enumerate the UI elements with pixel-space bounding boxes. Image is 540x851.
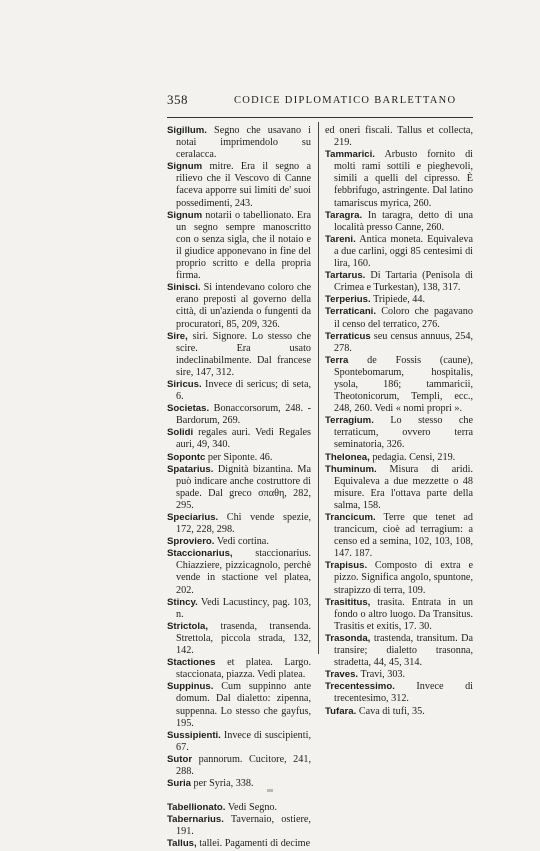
glossary-entry — [167, 681, 311, 729]
section-gap — [167, 790, 311, 802]
entry-definition: Composto di extra e pizzo. Significa angolo, spuntone, strapizzo di terra, 109. — [334, 560, 473, 596]
page-mark — [267, 789, 273, 792]
glossary-entry — [167, 802, 311, 814]
entry-definition: Tavernaio, ostiere, 191. — [176, 814, 311, 838]
entry-headword: Sutor — [167, 753, 193, 765]
entry-headword: Societas. — [167, 403, 210, 415]
entry-headword: Sire, — [167, 330, 188, 342]
entry-headword: Thuminum. — [325, 463, 377, 475]
glossary-entry — [325, 669, 473, 681]
glossary-entry — [167, 452, 311, 464]
entry-definition: siri. Signore. Lo stesso che scire. Era usato indeclinabilmente. Dal francese sire, 147, 312. — [176, 330, 311, 378]
glossary-entry — [325, 681, 473, 705]
entry-definition: Antica moneta. Equivaleva a due carlini, oggi 85 centesimi di lira, 160. — [334, 233, 474, 270]
glossary-entry — [325, 415, 473, 451]
glossary-entry — [325, 464, 473, 512]
entry-definition: regales auri. Vedi Regales auri, 49, 340. — [176, 427, 312, 451]
glossary-entry — [167, 838, 311, 850]
glossary-entry — [325, 633, 473, 669]
glossary-entry — [325, 560, 473, 596]
glossary-entry — [325, 149, 473, 209]
entry-definition: Tripiede, 44. — [373, 294, 426, 306]
entry-definition: Chi vende spezie, 172, 228, 298. — [176, 512, 312, 536]
entry-headword: Sproviero. — [167, 536, 215, 548]
glossary-entry — [167, 536, 311, 548]
glossary-entry — [167, 427, 311, 451]
glossary-entry — [167, 548, 311, 596]
glossary-entry — [325, 306, 473, 330]
entry-headword: Tammarici. — [325, 149, 375, 161]
entry-headword: Signum — [167, 161, 203, 173]
entry-headword: Trapisus. — [325, 560, 368, 572]
entry-definition: Coloro che pagavano il censo del terratico, 276. — [334, 306, 473, 330]
entry-headword: Suppinus. — [167, 681, 214, 693]
glossary-entry — [167, 512, 311, 536]
header-rule — [167, 117, 473, 118]
entry-definition: trastenda, transitum. Da transire; dialetto trasonna, stradetta, 44, 45, 314. — [334, 632, 473, 669]
entry-definition: Terre que tenet ad trancicum, cioè ad terragium: a censo ed a semina, 102, 103, 108, 147. 187. — [334, 512, 473, 560]
entry-headword: Terra — [325, 354, 349, 366]
entry-definition: Lo stesso che terraticum, ovvero terra seminatoria, 326. — [334, 415, 474, 451]
entry-definition: Vedi Lacustincy, pag. 103, n. — [176, 596, 311, 620]
entry-definition: Bonaccorsorum, 248. - Bardorum, 269. — [176, 403, 311, 427]
entry-headword: Trancicum. — [325, 512, 376, 523]
entry-headword: Sopontc — [167, 451, 206, 463]
entry-headword: Terraticani. — [325, 306, 377, 318]
entry-definition: trasenda, transenda. Strettola, piccola strada, 132, 142. — [176, 620, 311, 657]
glossary-entry — [167, 282, 311, 330]
glossary-entry — [325, 210, 473, 234]
entry-headword: Sinisci. — [167, 282, 201, 294]
page-number: 358 — [167, 92, 188, 107]
glossary-entry — [167, 464, 311, 512]
entry-definition: notarii o tabellionato. Era un segno sempre manoscritto con o senza sigla, che il notaio e il giudice apponevano in fine del proprio scritto e della propria firma. — [176, 209, 312, 282]
entry-headword: Staccionarius, — [167, 548, 233, 560]
glossary-entry — [325, 452, 473, 464]
entry-headword: Tufara. — [325, 705, 357, 717]
glossary-entry — [167, 778, 311, 790]
entry-definition: Invece di trecentesimo, 312. — [334, 681, 473, 705]
entry-definition: Si intendevano coloro che erano preposti al governo della città, di un'azienda o fungenti da procuratori, 85, 209, 326. — [176, 282, 312, 330]
entry-headword: Suria — [167, 778, 191, 790]
entry-definition: staccionarius. Chiazziere, pizzicagnolo, perchè vende in stactione vel platea, 202. — [176, 548, 311, 596]
entry-headword: Terraticus — [325, 330, 371, 342]
entry-headword: Terperius. — [325, 294, 371, 306]
entry-headword: Tartarus. — [325, 270, 366, 282]
entry-headword: Tareni. — [325, 233, 356, 245]
entry-headword: Stactiones — [167, 657, 216, 669]
left-column — [167, 125, 311, 851]
glossary-entry — [325, 512, 473, 560]
glossary-entry — [325, 331, 473, 355]
glossary-entry — [167, 754, 311, 778]
entry-definition: Invece di sericus; di seta, 6. — [176, 378, 312, 403]
entry-definition: Invece di suscipienti, 67. — [176, 729, 311, 753]
entry-headword: Sigillum. — [167, 125, 207, 136]
glossary-entry — [325, 706, 473, 718]
entry-definition: Misura di aridi. Equivaleva a due mezzette o 48 misure. Era l'ottava parte della salma, 158. — [334, 463, 473, 511]
entry-headword: Tabernarius. — [167, 814, 224, 826]
entry-definition: per Syria, 338. — [193, 778, 254, 790]
glossary-entry — [167, 379, 311, 403]
entry-definition: Travi, 303. — [360, 669, 406, 681]
entry-definition: Arbusto fornito di molti rami sottili e pieghevoli, simili a quelli del cipresso. È febbrifugo, astringente. Dal latino tamariscus myrica, 260. — [334, 149, 473, 209]
entry-definition: Cava di tufi, 35. — [358, 705, 425, 717]
glossary-entry — [167, 125, 311, 161]
entry-headword: Solidi — [167, 427, 194, 439]
entry-headword: Stincy. — [167, 596, 198, 608]
glossary-entry — [167, 730, 311, 754]
glossary-entry — [167, 814, 311, 838]
entry-definition: de Fossis (caune), Spontebomarum, hospitalis, ysola, 186; tammaricii, Theotonicorum, Templi, ecc., 248, 260. Vedi « nomi propri ». — [334, 354, 474, 415]
glossary-entry — [167, 161, 311, 209]
glossary-entry — [325, 355, 473, 415]
entry-headword: Terragium. — [325, 415, 374, 427]
glossary-entry — [325, 234, 473, 270]
entry-headword: Sussipienti. — [167, 729, 221, 741]
glossary-entry — [325, 294, 473, 306]
entry-definition: Di Tartaria (Penisola di Crimea e Turkestan), 138, 317. — [334, 270, 473, 294]
entry-definition: Vedi cortina. — [216, 536, 269, 548]
entry-definition: In taragra, detto di una località presso Canne, 260. — [334, 209, 474, 233]
entry-headword: Signum — [167, 209, 203, 221]
entry-headword: Strictola, — [167, 620, 209, 632]
column-separator — [318, 122, 319, 654]
entry-headword: Trasonda, — [325, 632, 371, 644]
entry-definition: ed oneri fiscali. Tallus et collecta, 219. — [325, 125, 473, 149]
glossary-entry — [167, 331, 311, 379]
entry-headword: Tabellionato. — [167, 802, 226, 814]
entry-headword: Tallus, — [167, 838, 197, 850]
entry-definition: trasita. Entrata in un fondo o altro luogo. Da Transitus. Trasitis et exitis, 17. 30. — [334, 596, 474, 632]
glossary-entry — [325, 125, 473, 149]
entry-definition: Cum suppinno ante domum. Dal dialetto: zipenna, suppenna. Lo stesso che gayfus, 195. — [176, 681, 311, 729]
running-title: CODICE DIPLOMATICO BARLETTANO — [234, 95, 457, 106]
entry-definition: Segno che usavano i notai imprimendolo su ceralacca. — [176, 125, 311, 161]
entry-headword: Thelonea, — [325, 451, 370, 463]
entry-definition: Dignità bizantina. Ma può indicare anche costruttore di spade. Dal greco σπαθη, 282, 295. — [176, 463, 311, 511]
entry-definition: per Siponte. 46. — [207, 451, 273, 463]
glossary-entry — [167, 657, 311, 681]
glossary-entry — [167, 621, 311, 657]
entry-definition: Vedi Segno. — [227, 802, 278, 814]
entry-definition: pannorum. Cucitore, 241, 288. — [176, 753, 312, 777]
entry-headword: Spatarius. — [167, 463, 214, 475]
glossary-entry — [167, 210, 311, 283]
glossary-entry — [325, 597, 473, 633]
entry-definition: mitre. Era il segno a rilievo che il Vescovo di Canne faceva apporre sui limiti de' suoi possedimenti, 243. — [176, 161, 312, 209]
glossary-entry — [167, 597, 311, 621]
entry-headword: Taragra. — [325, 209, 363, 221]
glossary-entry — [167, 403, 311, 427]
entry-definition: et platea. Largo. staccionata, piazza. Vedi platea. — [176, 657, 312, 681]
glossary-entry — [325, 270, 473, 294]
entry-definition: tallei. Pagamenti di decime — [199, 838, 311, 850]
entry-headword: Traves. — [325, 669, 359, 681]
entry-definition: seu census annuus, 254, 278. — [334, 330, 474, 354]
entry-headword: Speciarius. — [167, 512, 219, 523]
entry-headword: Trecentessimo. — [325, 681, 395, 693]
entry-definition: pedagia. Censi, 219. — [372, 451, 456, 463]
entry-headword: Siricus. — [167, 378, 202, 390]
right-column — [325, 125, 473, 718]
entry-headword: Trasititus, — [325, 596, 371, 608]
